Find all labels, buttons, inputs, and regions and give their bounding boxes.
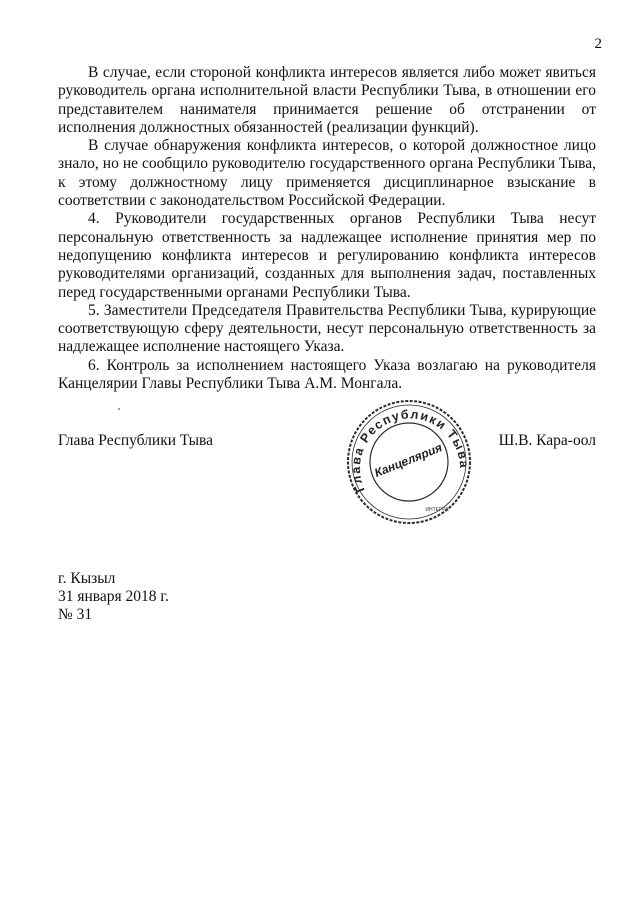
signatory-name: Ш.В. Кара-оол	[498, 432, 596, 449]
document-number: № 31	[58, 606, 93, 623]
paragraph: 5. Заместители Председателя Правительства Республики Тыва, курирующие соответствующую сферу деятельности, несут персональную ответственность за надлежащее исполнение настоящего Указа.	[58, 301, 596, 356]
stamp-ring-text: Глава Республики Тыва	[348, 407, 472, 495]
official-stamp	[345, 398, 473, 526]
date: 31 января 2018 г.	[58, 588, 169, 605]
paragraph: 6. Контроль за исполнением настоящего Указа возлагаю на руководителя Канцелярии Главы Республики Тыва А.М. Монгала.	[58, 356, 596, 393]
place: г. Кызыл	[58, 570, 116, 587]
paragraph: В случае, если стороной конфликта интересов является либо может явиться руководитель органа исполнительной власти Республики Тыва, в отношении его представителем нанимателя принимается решение об отстранении от исполнения должностных обязанностей (реализации функций).	[58, 64, 596, 136]
signatory-title: Глава Республики Тыва	[58, 432, 214, 449]
stamp-center-text: Канцелярия	[372, 440, 445, 481]
stamp-small-text: ИНТЕРРА	[425, 507, 449, 513]
place-date-block	[58, 570, 169, 624]
scan-speck	[118, 408, 120, 410]
page-number: 2	[594, 36, 602, 52]
paragraph: 4. Руководители государственных органов Республики Тыва несут персональную ответственность за надлежащее исполнение принятия мер по недопущению конфликта интересов и регулированию конфликта интересов руководителями организаций, созданных для выполнения задач, поставленных перед государственными органами Республики Тыва.	[58, 210, 596, 301]
paragraph: В случае обнаружения конфликта интересов, о которой должностное лицо знало, но не сообщило руководителю государственного органа Республики Тыва, к этому должностному лицу применяется дисциплинарное взыскание в соответствии с законодательством Российской Федерации.	[58, 137, 596, 210]
document-body	[58, 64, 596, 393]
